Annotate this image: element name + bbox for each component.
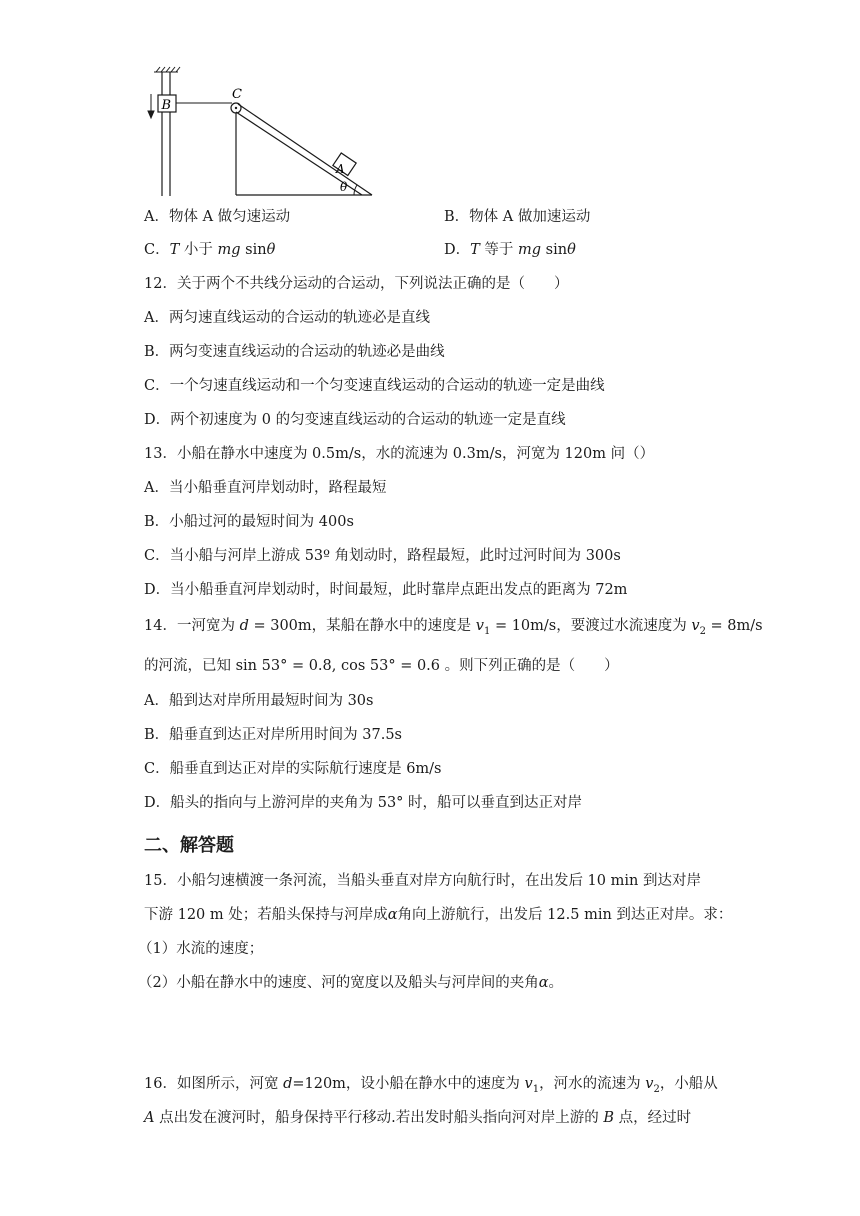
- q14-option-b: B．船垂直到达正对岸所用时间为 37.5s: [144, 727, 402, 743]
- opt-d-text: 等于: [479, 242, 519, 258]
- var-v2: v: [691, 618, 700, 634]
- q16-line1: [144, 1074, 718, 1100]
- opt-c-prefix: C．: [144, 242, 170, 258]
- text: 下游 120 m 处；若船头保持与河岸成: [144, 907, 388, 923]
- label-a: A: [336, 162, 345, 176]
- q13-option-c: C．当小船与河岸上游成 53º 角划动时，路程最短，此时过河时间为 300s: [144, 548, 621, 564]
- sin: sin: [541, 242, 568, 258]
- text: 14．一河宽为: [144, 618, 240, 634]
- var-alpha: α: [387, 907, 398, 923]
- var-theta: θ: [567, 242, 576, 258]
- label-theta: θ: [340, 180, 348, 194]
- text: 。: [548, 975, 564, 991]
- q13-option-b: B．小船过河的最短时间为 400s: [144, 514, 354, 530]
- opt-d-prefix: D．: [444, 242, 471, 258]
- sin: sin: [240, 242, 267, 258]
- q13-option-d: D．当小船垂直河岸划动时，时间最短，此时靠岸点距出发点的距离为 72m: [144, 582, 628, 598]
- section-title: 二、解答题: [144, 835, 234, 856]
- label-c: C: [232, 87, 242, 102]
- q16-line2: [144, 1108, 691, 1128]
- text: （2）小船在静水中的速度、河的宽度以及船头与河岸间的夹角: [138, 975, 539, 991]
- q14-stem-line2: 的河流，已知 sin 53° = 0.8, cos 53° = 0.6 。则下列正确的是（ ）: [144, 658, 619, 674]
- q13-stem: 13．小船在静水中速度为 0.5m/s，水的流速为 0.3m/s，河宽为 120m 问（）: [144, 446, 655, 462]
- arrow-down-icon: [148, 94, 154, 118]
- q12-stem: 12．关于两个不共线分运动的合运动，下列说法正确的是（ ）: [144, 276, 569, 292]
- sub-1: 1: [532, 1083, 540, 1095]
- var-theta: θ: [266, 242, 276, 258]
- text: ，小船从: [659, 1076, 718, 1092]
- incline-surface: [236, 104, 372, 195]
- var-d: d: [283, 1076, 293, 1092]
- ceiling-hatch: [154, 67, 180, 72]
- var-alpha: α: [538, 975, 549, 991]
- q12-option-c: C．一个匀速直线运动和一个匀变速直线运动的合运动的轨迹一定是曲线: [144, 378, 605, 394]
- q11-option-a: A．物体 A 做匀速运动: [144, 209, 291, 225]
- text: 16．如图所示，河宽: [144, 1076, 284, 1092]
- q14-option-a: A．船到达对岸所用最短时间为 30s: [144, 693, 374, 709]
- text: 点出发在渡河时，船身保持平行移动.若出发时船头指向河对岸上游的: [154, 1110, 604, 1126]
- var-v2: v: [645, 1076, 654, 1092]
- text: = 300m，某船在静水中的速度是: [248, 618, 476, 634]
- text: = 8m/s: [705, 618, 763, 634]
- q15-line1: 15．小船匀速横渡一条河流，当船头垂直对岸方向航行时，在出发后 10 min 到达对岸: [144, 873, 701, 889]
- q12-option-b: B．两匀变速直线运动的合运动的轨迹必是曲线: [144, 344, 445, 360]
- text: ，河水的流速为: [539, 1076, 646, 1092]
- var-mg: mg: [518, 242, 542, 258]
- q15-sub2: [138, 973, 563, 993]
- q11-option-b: B．物体 A 做加速运动: [444, 209, 591, 225]
- sub-2: 2: [699, 625, 706, 637]
- q15-line2: [144, 905, 732, 925]
- q11-option-d: [444, 240, 576, 260]
- q15-sub1: （1）水流的速度；: [138, 941, 264, 957]
- pulley-axle: [235, 107, 237, 109]
- text: 角向上游航行，出发后 12.5 min 到达正对岸。求：: [397, 907, 733, 923]
- var-t: T: [470, 242, 480, 258]
- label-b: B: [161, 98, 172, 113]
- physics-figure: [140, 64, 380, 204]
- point-b: B: [603, 1110, 614, 1126]
- text: =120m，设小船在静水中的速度为: [292, 1076, 525, 1092]
- var-t: T: [169, 242, 180, 258]
- point-a: A: [144, 1110, 155, 1126]
- vertical-rod: [162, 72, 170, 196]
- opt-c-text: 小于: [179, 242, 218, 258]
- q12-option-a: A．两匀速直线运动的合运动的轨迹必是直线: [144, 310, 430, 326]
- var-v1: v: [475, 618, 484, 634]
- q11-option-c: [144, 240, 275, 260]
- q14-option-c: C．船垂直到达正对岸的实际航行速度是 6m/s: [144, 761, 442, 777]
- text: = 10m/s，要渡过水流速度为: [490, 618, 692, 634]
- sub-2: 2: [653, 1083, 660, 1095]
- q14-stem-line1: [144, 616, 763, 642]
- q13-option-a: A．当小船垂直河岸划动时，路程最短: [144, 480, 387, 496]
- sub-1: 1: [483, 625, 491, 637]
- var-mg: mg: [217, 242, 241, 258]
- var-d: d: [239, 618, 249, 634]
- text: 点，经过时: [613, 1110, 692, 1126]
- q12-option-d: D．两个初速度为 0 的匀变速直线运动的合运动的轨迹一定是直线: [144, 412, 566, 428]
- var-v1: v: [524, 1076, 533, 1092]
- q14-option-d: D．船头的指向与上游河岸的夹角为 53° 时，船可以垂直到达正对岸: [144, 795, 583, 811]
